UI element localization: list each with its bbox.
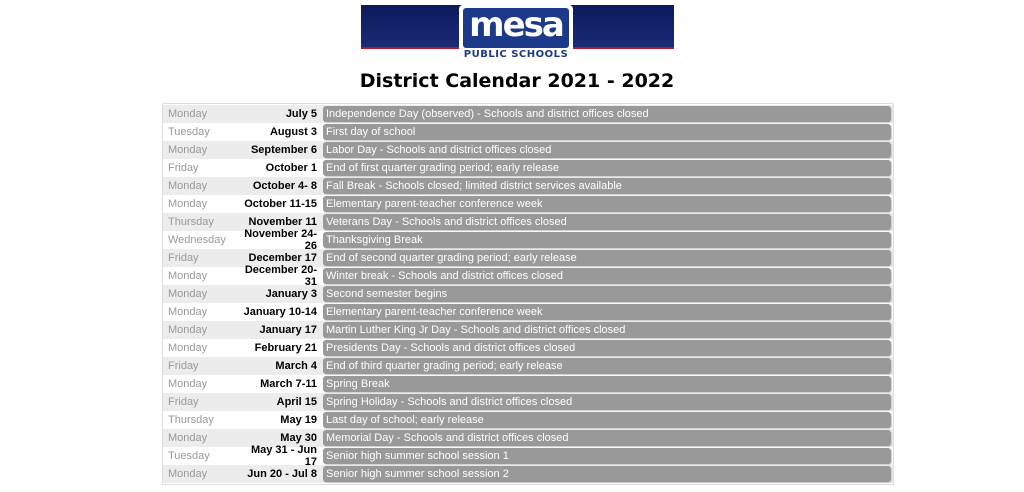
table-row	[163, 285, 893, 303]
event-cell: Fall Break - Schools closed; limited district services available	[323, 178, 891, 194]
event-cell: Elementary parent-teacher conference week	[323, 304, 891, 320]
date-cell: May 30	[280, 432, 317, 444]
day-cell: Thursday	[168, 216, 214, 228]
table-row	[163, 375, 893, 393]
table-row	[163, 411, 893, 429]
day-cell: Monday	[168, 468, 208, 480]
date-cell: May 19	[280, 414, 317, 426]
day-cell: Tuesday	[168, 450, 210, 462]
date-cell: October 1	[265, 162, 317, 174]
date-cell: February 21	[254, 342, 317, 354]
table-row	[163, 303, 893, 321]
table-row	[163, 228, 893, 252]
event-cell: Senior high summer school session 1	[323, 448, 891, 464]
date-cell: Jun 20 - Jul 8	[247, 468, 317, 480]
event-cell: Presidents Day - Schools and district offices closed	[323, 340, 891, 356]
event-cell: End of second quarter grading period; early release	[323, 250, 891, 266]
header-banner	[361, 5, 674, 60]
day-cell: Monday	[168, 270, 208, 282]
event-cell: End of first quarter grading period; early release	[323, 160, 891, 176]
event-cell: Memorial Day - Schools and district offices closed	[323, 430, 891, 446]
event-cell: Veterans Day - Schools and district offices closed	[323, 214, 891, 230]
date-cell: March 4	[275, 360, 317, 372]
table-row	[163, 141, 893, 159]
date-cell: March 7-11	[260, 378, 317, 390]
day-cell: Monday	[168, 288, 208, 300]
date-cell: September 6	[250, 144, 317, 156]
event-cell: End of third quarter grading period; early release	[323, 358, 891, 374]
table-row	[163, 177, 893, 195]
day-cell: Monday	[168, 432, 208, 444]
event-cell: Senior high summer school session 2	[323, 466, 891, 482]
table-row	[163, 321, 893, 339]
event-cell: Second semester begins	[323, 286, 891, 302]
day-cell: Monday	[168, 198, 208, 210]
mesa-logo[interactable]	[459, 5, 573, 64]
day-cell: Tuesday	[168, 126, 210, 138]
calendar-table	[162, 103, 894, 485]
date-cell: January 3	[265, 288, 317, 300]
day-cell: Monday	[168, 324, 208, 336]
day-cell: Monday	[168, 342, 208, 354]
event-cell: Spring Holiday - Schools and district offices closed	[323, 394, 891, 410]
table-row	[163, 123, 893, 141]
day-cell: Monday	[168, 378, 208, 390]
page-title: District Calendar 2021 - 2022	[359, 70, 675, 92]
event-cell: Independence Day (observed) - Schools and district offices closed	[323, 106, 891, 122]
day-cell: Thursday	[168, 414, 214, 426]
day-cell: Monday	[168, 144, 208, 156]
date-cell: April 15	[276, 396, 317, 408]
day-cell: Monday	[168, 306, 208, 318]
date-cell: August 3	[269, 126, 317, 138]
event-cell: Last day of school; early release	[323, 412, 891, 428]
event-cell: Labor Day - Schools and district offices closed	[323, 142, 891, 158]
table-row	[163, 339, 893, 357]
day-cell: Monday	[168, 108, 208, 120]
day-cell: Wednesday	[168, 234, 226, 246]
table-row	[163, 357, 893, 375]
date-cell: October 4- 8	[252, 180, 317, 192]
event-cell: Spring Break	[323, 376, 891, 392]
day-cell: Friday	[168, 396, 199, 408]
table-row	[163, 105, 893, 123]
date-cell: November 24-26	[244, 228, 317, 252]
event-cell: Thanksgiving Break	[323, 232, 891, 248]
table-row	[163, 195, 893, 213]
date-cell: January 10-14	[243, 306, 317, 318]
date-cell: November 11	[248, 216, 317, 228]
table-row	[163, 444, 893, 468]
table-row	[163, 465, 893, 483]
date-cell: October 11-15	[244, 198, 317, 210]
logo-wordmark: mesa	[463, 8, 569, 48]
table-row	[163, 393, 893, 411]
table-row	[163, 264, 893, 288]
logo-subtext: PUBLIC SCHOOLS	[463, 49, 569, 60]
day-cell: Friday	[168, 162, 199, 174]
date-cell: December 17	[248, 252, 317, 264]
day-cell: Monday	[168, 180, 208, 192]
date-cell: January 17	[259, 324, 317, 336]
day-cell: Friday	[168, 360, 199, 372]
day-cell: Friday	[168, 252, 199, 264]
event-cell: Martin Luther King Jr Day - Schools and district offices closed	[323, 322, 891, 338]
event-cell: Elementary parent-teacher conference week	[323, 196, 891, 212]
date-cell: July 5	[285, 108, 317, 120]
event-cell: First day of school	[323, 124, 891, 140]
date-cell: May 31 - Jun 17	[250, 444, 317, 468]
event-cell: Winter break - Schools and district offices closed	[323, 268, 891, 284]
date-cell: December 20-31	[244, 264, 317, 288]
table-row	[163, 159, 893, 177]
